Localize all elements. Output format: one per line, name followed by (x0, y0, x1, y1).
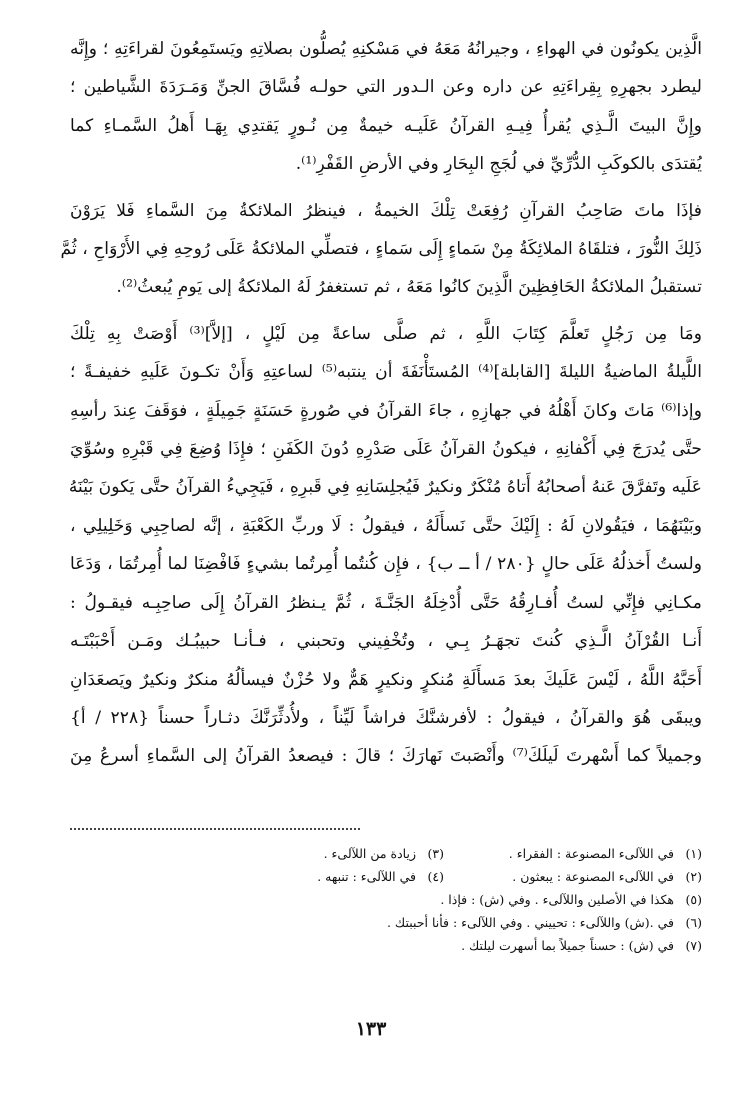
footnote-row (70, 911, 702, 934)
text-line: مكـانِي فإِنِّي لستُ أُفـارِقُهُ حَتَّى أُدْخِلَهُ الجَنَّـةَ ، ثُمَّ يـنظرُ القرآنُ إِلَى صاحِبِـه فيقـولُ : (70, 592, 702, 613)
text-line: يُقتدَى بالكوكَبِ الدُّرِّيِّ في لُجَجِ البِحَارِ وفي الأرضِ القَفْرِ⁽¹⁾. (295, 154, 702, 175)
footnote-row (70, 842, 702, 865)
footnote-number: (٤) (427, 869, 444, 884)
footnote-row (70, 888, 702, 911)
footnote-text: زيادة من اللآلىء . (323, 846, 416, 861)
footnote-number: (٧) (685, 938, 702, 953)
footnote-row (70, 865, 702, 888)
footnote-text: في اللآلىء المصنوعة : يبعثون . (512, 869, 674, 884)
text-line: ذَلِكَ النُّورَ ، فتلقَاهُ الملائِكَةُ مِنْ سَماءٍ إِلَى سَماءٍ ، فتصلِّي الملائكةُ عَلَى رُوحِهِ فِي الأَرْوَاحِ ، ثُمَّ (60, 239, 702, 260)
footnote-number: (١) (685, 846, 702, 861)
footnote-text: في (ش) : حسناً جميلاً بما أسهرت ليلتك . (461, 938, 674, 953)
text-line: أَنـا القُرْآنُ الَّـذِي كُنتَ تجهَـرُ بِـي ، وتُخْفِيني وتحبني ، فـأنـا حبيبُـك ومَـن أَحْبَبْتَـه (70, 631, 702, 652)
footnote-row (70, 934, 702, 957)
text-line: حتَّى يُدرَجَ فِي أَكْفانِهِ ، فيكونُ القرآنُ عَلَى صَدْرِهِ دُونَ الكَفَنِ ؛ فإِذَا وُضِعَ فِي قَبْرِهِ وسُوِّيَ (70, 439, 702, 460)
footnote-text: في اللآلىء المصنوعة : الفقراء . (508, 846, 674, 861)
text-line: اللَّيلةُ الماضيةُ الليلةَ [القابلة]⁽⁴⁾ المُستَأْنَفَةَ أن ينتبه⁽⁵⁾ لساعتِهِ وَأَنْ تكـونَ عَلَيهِ خفيفـةً ؛ (70, 362, 702, 383)
footnote-number: (٦) (685, 915, 702, 930)
footnote-text: هكذا في الأصلين واللآلىء . وفي (ش) : فإذا . (440, 892, 674, 907)
footnote-number: (٢) (685, 869, 702, 884)
text-line: ويبقَى هُوَ والقرآنُ ، فيقولُ : لأفرشنَّكَ فراشاً لَيِّناً ، ولأُدثِّرَنَّكَ دثـاراً حسناً {٢٢٨ / أ} (70, 707, 703, 728)
text-line: عَلَيه وتَفرَّقَ عَنهُ أصحابُهُ أَتاهُ مُنْكَرٌ ونكيرٌ فَيُجلِسَانِهِ فِي قَبرِهِ ، فَيَجِيءُ القرآنُ حتَّى يَكونَ بَيْنَهُ (68, 477, 702, 498)
text-line: وجميلاً كما أَسْهرتَ لَيلَكَ⁽⁷⁾ وأَنْصَبتَ نَهارَكَ ؛ قالَ : فيصعدُ القرآنُ إلى السَّماءِ أسرعُ مِنَ (70, 746, 702, 767)
text-line: ومَا مِن رَجُلٍ تَعلَّمَ كِتَابَ اللَّهِ ، ثم صلَّى ساعةً مِن لَيْلٍ ، [إلاَّ]⁽³⁾ أَوْصَتْ بِهِ تِلْكَ (70, 323, 702, 344)
text-line: ولستُ أَخذلُهُ عَلَى حالٍ {٢٨٠ / أ ــ ب} ، فإِن كُنتُما أُمِرتُما بشيءٍ فَافْضِنَا لما أُمِرتُمَا ، وَدَعَا (70, 554, 702, 575)
text-line: تستقبلُ الملائكةُ الحَافِظِينَ الَّذِينَ كانُوا مَعَهُ ، ثم تستغفرُ لَهُ الملائكةُ إلى يَومِ يُبعثُ⁽²⁾. (116, 277, 702, 298)
footnote-text: في .(ش) واللآلىء : تحييني . وفي اللآلىء : فأنا أحببتك . (386, 915, 674, 930)
footnote-text: في اللآلىء : تنبهه . (317, 869, 416, 884)
text-line: وبَيْنَهُمَا ، فيَقُولانِ لَهُ : إِلَيْكَ حتَّى نَسأَلَهُ ، فيقولُ : لَا وربِّ الكَعْبَةِ ، إنَّه لصاحِبِي وَخَلِيلِي ، (70, 515, 702, 536)
footnote-number: (٥) (685, 892, 702, 907)
text-line: فإذَا ماتَ صَاحِبُ القرآنِ رُفِعَتْ تِلْكَ الخيمةُ ، فينظرُ الملائكةُ مِنَ السَّماءِ فَلا يَرَوْنَ (70, 200, 702, 221)
paragraph-2 (60, 192, 702, 307)
text-line: الَّذِين يكونُون في الهواءِ ، وجيرانُهُ مَعَهُ في مَسْكنِهِ يُصلُّون بصلاتِهِ ويَستَمِعُونَ لقراءَتِهِ ؛ وإِنَّه (70, 39, 702, 59)
page-number: ١٣٣ (355, 1018, 387, 1040)
paragraph-1 (70, 30, 702, 184)
paragraph-3 (70, 315, 702, 776)
text-line: أَحَبَّهُ اللَّهُ ، لَيْسَ عَلَيكَ بعدَ مَسأَلَةِ مُنكرٍ ونكيرٍ هَمٌّ ولا حُزْنٌ فيسألُهُ منكرٌ ونكيرٌ ويَصعَدَانِ (70, 669, 702, 690)
footnote-separator (70, 828, 360, 830)
footnote-number: (٣) (427, 846, 444, 861)
text-line: ليطرد بجهرِهِ بِقِراءَتِهِ عن داره وعن الـدور التي حولـه فُسَّاقَ الجنِّ وَمَـرَدَةَ الشَّياطين ؛ (70, 77, 702, 98)
main-text (60, 30, 703, 776)
footnotes (70, 842, 702, 957)
text-line: وإِنَّ البيتَ الَّـذِي يُقرأُ فِيـهِ القرآنُ عَلَيـه خيمةٌ مِن نُـورٍ يَقتدِي بِهَـا أَهلُ السَّمـاءِ كما (70, 115, 702, 136)
text-line: وإذا⁽⁶⁾ مَاتَ وكانَ أَهْلُهُ في جهازِهِ ، جاءَ القرآنُ في صُورةٍ حَسَنَةٍ جَمِيلَةٍ ، فوَقَفَ عِندَ رأسِهِ (70, 400, 702, 421)
